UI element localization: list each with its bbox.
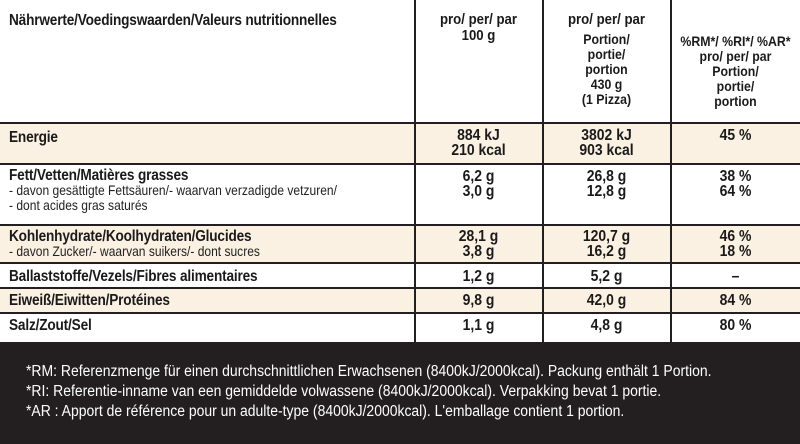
salt-reference-intake: 80 % [719, 317, 752, 334]
column-divider [414, 0, 416, 342]
fat-per-portion: 26,8 g 12,8 g [586, 168, 627, 200]
footnote-nl: *RI: Referentie-inname van een gemiddelde volwassene (8400kJ/2000kcal). Verpakking bevat 1 portie. [26, 383, 662, 400]
carbs-reference-intake: 46 % 18 % [719, 228, 752, 260]
protein-per-portion: 42,0 g [586, 292, 627, 309]
row-divider [0, 312, 800, 314]
salt-per-100g: 1,1 g [462, 317, 495, 334]
energy-per-portion: 3802 kJ 903 kcal [579, 127, 634, 159]
fibre-reference-intake: – [731, 268, 740, 285]
footnote-de: *RM: Referenzmenge für einen durchschnittlichen Erwachsenen (8400kJ/2000kcal). Packung enthält 1 Portion. [26, 363, 712, 380]
column-divider [542, 0, 544, 342]
energy-label: Energie [9, 129, 58, 146]
row-divider [0, 163, 800, 165]
header-per-portion: pro/ per/ par Portion/ portie/ portion 430 g (1 Pizza) [567, 11, 646, 107]
fibre-label: Ballaststoffe/Vezels/Fibres alimentaires [9, 268, 258, 285]
header-reference-intake: %RM*/ %RI*/ %AR* pro/ per/ par Portion/ portie/ portion [680, 33, 791, 109]
carbs-per-100g: 28,1 g 3,8 g [458, 228, 499, 260]
energy-reference-intake: 45 % [719, 127, 752, 144]
row-divider [0, 224, 800, 226]
row-divider [0, 287, 800, 289]
fat-label: Fett/Vetten/Matières grasses [9, 167, 189, 184]
energy-per-100g: 884 kJ 210 kcal [451, 127, 506, 159]
fat-saturates-label: - davon gesättigte Fettsäuren/- waarvan verzadigde vetzuren/ [9, 182, 337, 198]
carbs-label-block [9, 229, 301, 259]
salt-label: Salz/Zout/Sel [9, 317, 92, 334]
fat-label-block [9, 168, 390, 213]
footnotes [26, 362, 711, 422]
table-header-label: Nährwerte/Voedingswaarden/Valeurs nutritionnelles [9, 12, 337, 29]
protein-per-100g: 9,8 g [462, 292, 495, 309]
fat-saturates-label-fr: - dont acides gras saturés [9, 197, 148, 213]
carbs-label: Kohlenhydrate/Koolhydraten/Glucides [9, 228, 252, 245]
row-divider [0, 262, 800, 264]
fat-per-100g: 6,2 g 3,0 g [462, 168, 495, 200]
protein-label: Eiweiß/Eiwitten/Protéines [9, 292, 170, 309]
header-per-100g: pro/ per/ par 100 g [439, 11, 518, 44]
fibre-per-portion: 5,2 g [590, 268, 623, 285]
fibre-per-100g: 1,2 g [462, 268, 495, 285]
protein-reference-intake: 84 % [719, 292, 752, 309]
row-divider [0, 122, 800, 124]
sugars-label: - davon Zucker/- waarvan suikers/- dont sucres [9, 243, 260, 259]
salt-per-portion: 4,8 g [590, 317, 623, 334]
footnote-fr: *AR : Apport de référence pour un adulte-type (8400kJ/2000kcal). L'emballage contient 1 portion. [26, 403, 625, 420]
fat-reference-intake: 38 % 64 % [719, 168, 752, 200]
column-divider [670, 0, 672, 342]
carbs-per-portion: 120,7 g 16,2 g [582, 228, 631, 260]
